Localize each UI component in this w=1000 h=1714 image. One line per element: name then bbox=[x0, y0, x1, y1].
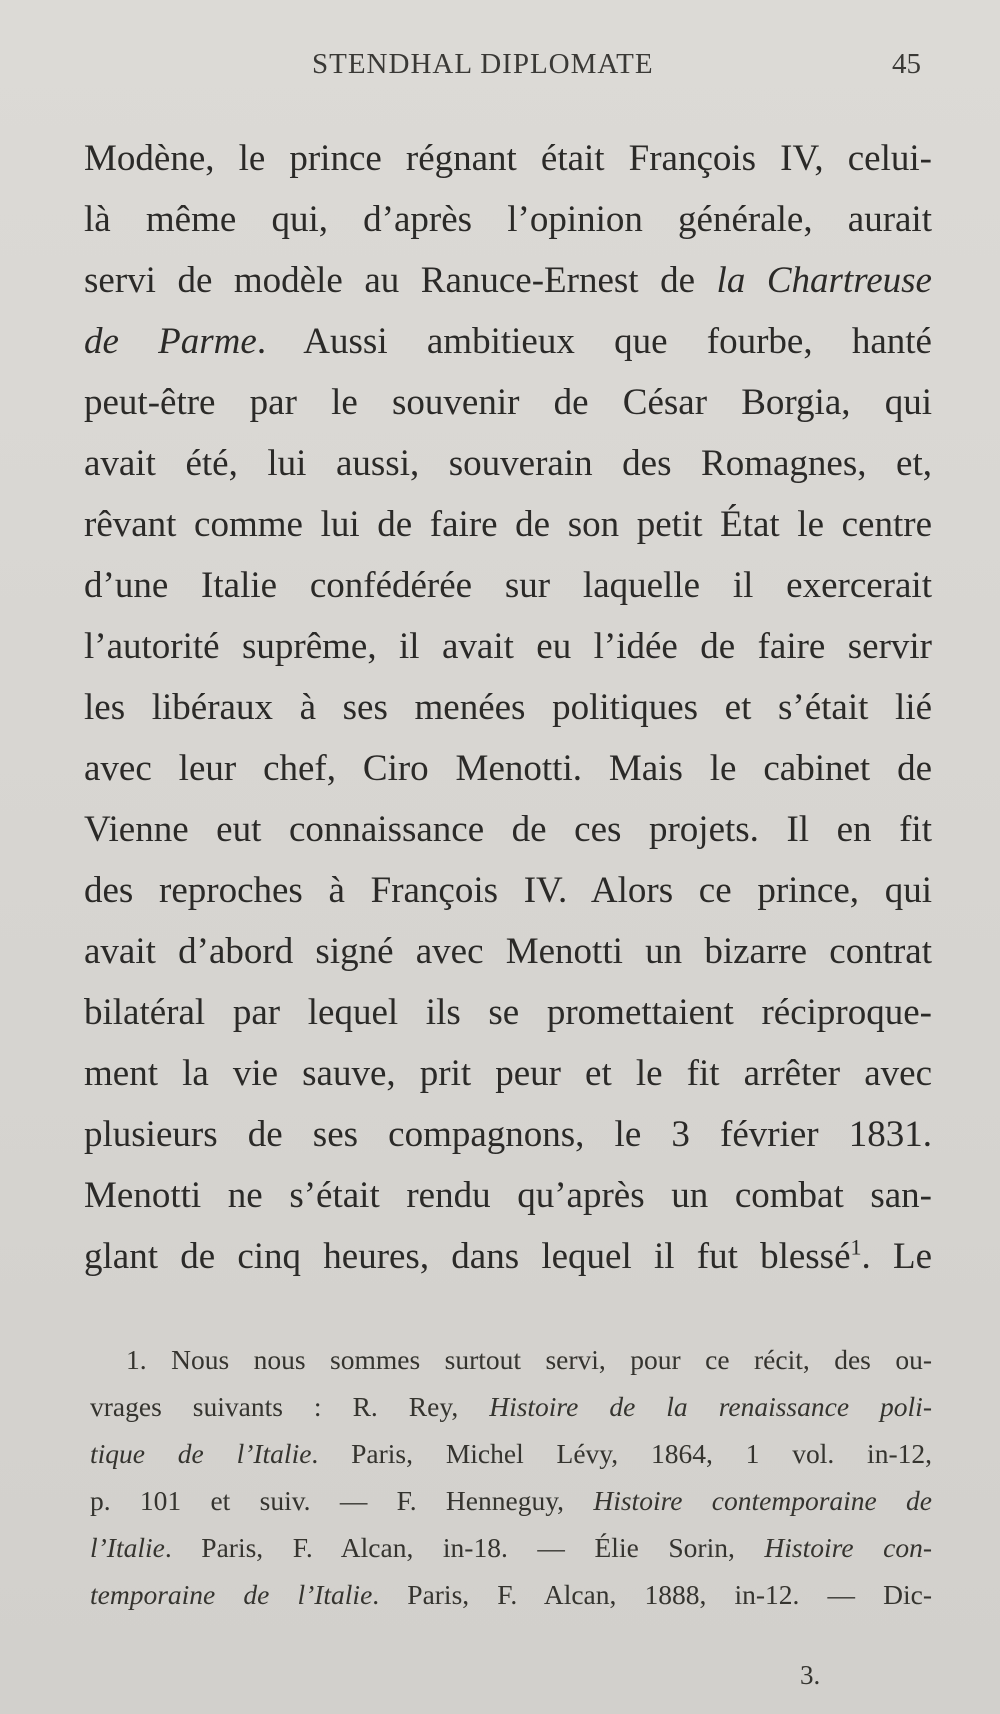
signature-mark: 3. bbox=[800, 1660, 821, 1690]
page-number: 45 bbox=[892, 48, 921, 80]
book-title: de Parme bbox=[84, 321, 257, 362]
body-line: là même qui, d’après l’opinion générale, aurait bbox=[84, 199, 932, 240]
body-line: rêvant comme lui de faire de son petit État le centre bbox=[84, 504, 932, 545]
body-line: de Parme. Aussi ambitieux que fourbe, hanté bbox=[84, 321, 932, 362]
body-line: servi de modèle au Ranuce-Ernest de la Chartreuse bbox=[84, 260, 932, 301]
body-line: avait d’abord signé avec Menotti un bizarre contrat bbox=[84, 931, 932, 972]
body-line: plusieurs de ses compagnons, le 3 février 1831. bbox=[84, 1114, 932, 1155]
footnote-line: p. 101 et suiv. — F. Henneguy, Histoire contemporaine de bbox=[90, 1485, 932, 1516]
footnote-line: l’Italie. Paris, F. Alcan, in-18. — Élie Sorin, Histoire con- bbox=[90, 1532, 932, 1563]
footnote-ref: 1 bbox=[850, 1234, 862, 1260]
footnote-line: temporaine de l’Italie. Paris, F. Alcan, 1888, in-12. — Dic- bbox=[90, 1579, 932, 1610]
body-line: glant de cinq heures, dans lequel il fut blessé$^1$. Le bbox=[84, 1234, 932, 1277]
body-line: les libéraux à ses menées politiques et s’était lié bbox=[84, 687, 932, 728]
body-line: ment la vie sauve, prit peur et le fit arrêter avec bbox=[84, 1053, 932, 1094]
book-title: Histoire de la renaissance poli- bbox=[489, 1391, 932, 1422]
body-line: d’une Italie confédérée sur laquelle il exercerait bbox=[84, 565, 932, 606]
body-line: Modène, le prince régnant était François IV, celui- bbox=[84, 138, 932, 179]
book-title: la Chartreuse bbox=[716, 260, 932, 301]
body-line: Menotti ne s’était rendu qu’après un combat san- bbox=[84, 1175, 932, 1216]
body-line: des reproches à François IV. Alors ce prince, qui bbox=[84, 870, 932, 911]
book-title: l’Italie bbox=[90, 1532, 165, 1563]
body-line: bilatéral par lequel ils se promettaient réciproque- bbox=[84, 992, 932, 1033]
body-line: avait été, lui aussi, souverain des Romagnes, et, bbox=[84, 443, 932, 484]
running-head bbox=[0, 48, 1000, 88]
body-line: avec leur chef, Ciro Menotti. Mais le cabinet de bbox=[84, 748, 932, 789]
book-title: Histoire contemporaine de bbox=[593, 1485, 932, 1516]
book-title: Histoire con- bbox=[764, 1532, 932, 1563]
body-text bbox=[84, 128, 932, 1287]
footnote-line: 1. Nous nous sommes surtout servi, pour ce récit, des ou- bbox=[126, 1344, 932, 1375]
footnote-line: tique de l’Italie. Paris, Michel Lévy, 1864, 1 vol. in-12, bbox=[90, 1438, 932, 1469]
running-title: STENDHAL DIPLOMATE bbox=[312, 48, 654, 80]
body-line: Vienne eut connaissance de ces projets. Il en fit bbox=[84, 809, 932, 850]
footnote-line: vrages suivants : R. Rey, Histoire de la renaissance poli- bbox=[90, 1391, 932, 1422]
footnote bbox=[90, 1336, 932, 1618]
body-line: peut-être par le souvenir de César Borgia, qui bbox=[84, 382, 932, 423]
book-title: tique de l’Italie bbox=[90, 1438, 312, 1469]
body-line: l’autorité suprême, il avait eu l’idée de faire servir bbox=[84, 626, 932, 667]
book-title: temporaine de l’Italie bbox=[90, 1579, 373, 1610]
